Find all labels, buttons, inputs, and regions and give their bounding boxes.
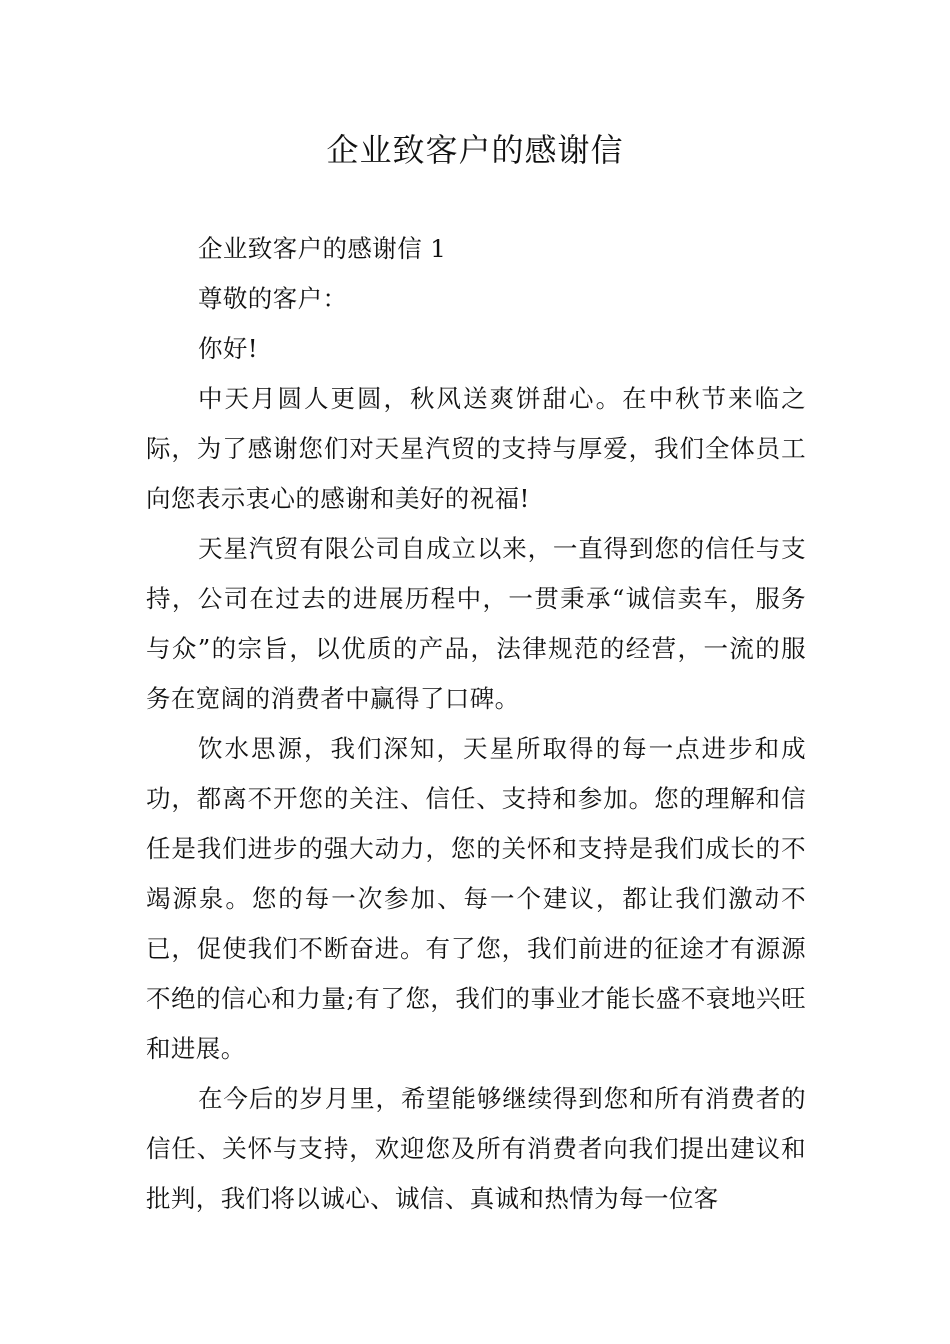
body-paragraph: 中天月圆人更圆，秋风送爽饼甜心。在中秋节来临之际，为了感谢您们对天星汽贸的支持与厚爱，我们全体员工向您表示衷心的感谢和美好的祝福!	[146, 384, 806, 513]
body-paragraph: 饮水思源，我们深知，天星所取得的每一点进步和成功，都离不开您的关注、信任、支持和参加。您的理解和信任是我们进步的强大动力，您的关怀和支持是我们成长的不竭源泉。您的每一次参加、每一个建议，都让我们激动不已，促使我们不断奋进。有了您，我们前进的征途才有源源不绝的信心和力量;有了您，我们的事业才能长盛不衰地兴旺和进展。	[146, 734, 806, 1063]
body-paragraph: 在今后的岁月里，希望能够继续得到您和所有消费者的信任、关怀与支持，欢迎您及所有消费者向我们提出建议和批判，我们将以诚心、诚信、真诚和热情为每一位客	[146, 1084, 806, 1213]
salutation: 尊敬的客户：	[198, 284, 348, 313]
letter-heading: 企业致客户的感谢信 1	[198, 234, 447, 263]
greeting: 你好!	[198, 334, 259, 363]
body-paragraph: 天星汽贸有限公司自成立以来，一直得到您的信任与支持，公司在过去的进展历程中，一贯秉承“诚信卖车，服务与众”的宗旨，以优质的产品，法律规范的经营，一流的服务在宽阔的消费者中赢得了口碑。	[146, 534, 806, 713]
document-title: 企业致客户的感谢信	[326, 131, 624, 169]
document-body	[146, 224, 806, 1224]
